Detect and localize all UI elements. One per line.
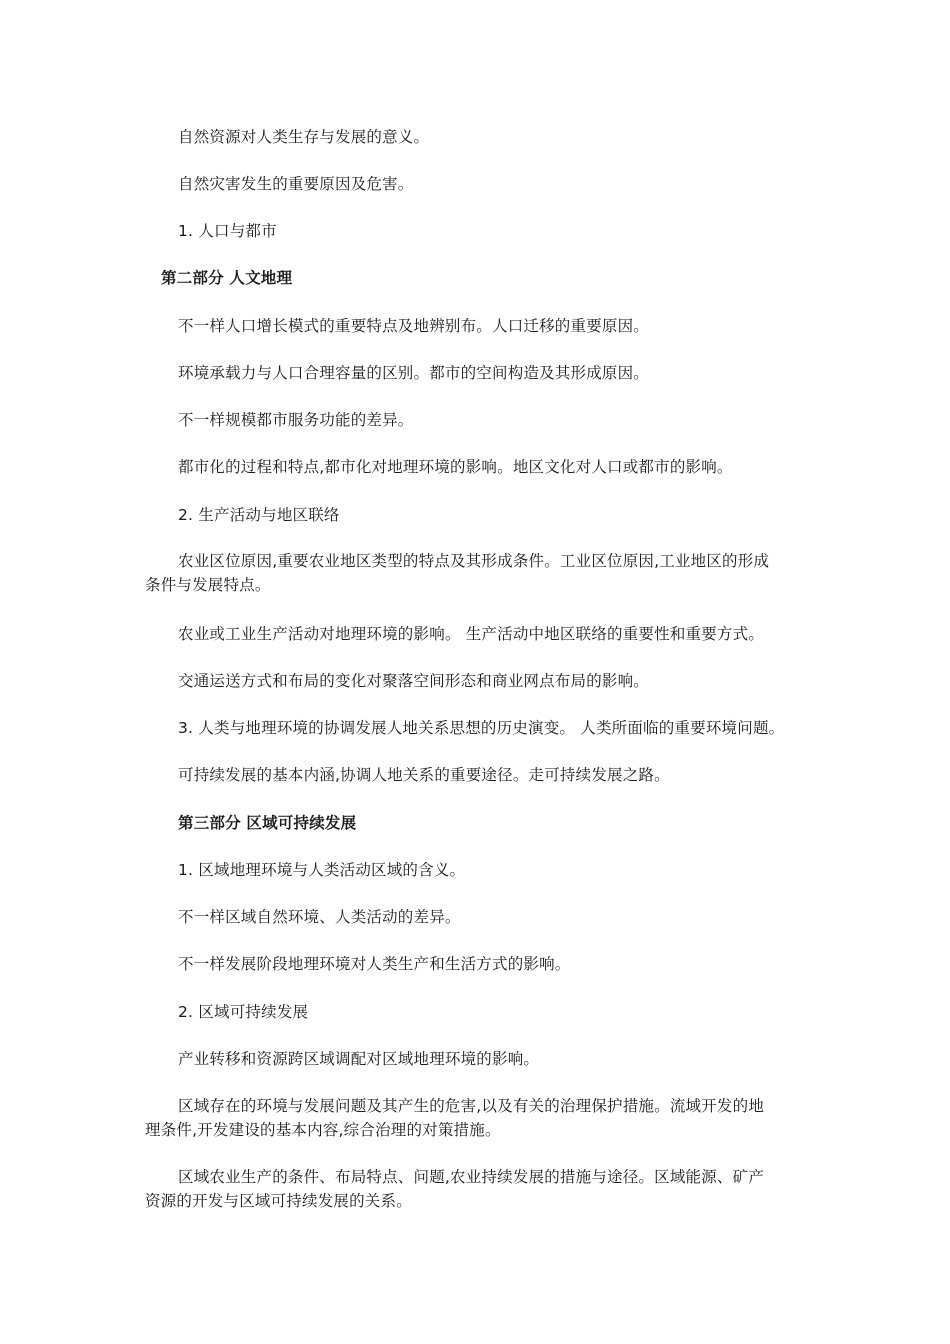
paragraph-line: 条件与发展特点。 (145, 576, 271, 594)
paragraph-regional-differences: 不一样区域自然环境、人类活动的差异。 (178, 908, 461, 926)
paragraph-sustainable-development: 可持续发展的基本内涵,协调人地关系的重要途径。走可持续发展之路。 (178, 766, 670, 784)
paragraph-population-growth: 不一样人口增长模式的重要特点及地辨别布。人口迁移的重要原因。 (178, 317, 650, 335)
paragraph-line: 理条件,开发建设的基本内容,综合治理的对策措施。 (145, 1121, 501, 1139)
paragraph-city-services: 不一样规模都市服务功能的差异。 (178, 411, 414, 429)
paragraph-line: 农业区位原因,重要农业地区类型的特点及其形成条件。工业区位原因,工业地区的形成 (178, 552, 770, 570)
paragraph-regional-problems (145, 1094, 815, 1142)
paragraph-development-stages: 不一样发展阶段地理环境对人类生产和生活方式的影响。 (178, 955, 571, 973)
paragraph-urbanization: 都市化的过程和特点,都市化对地理环境的影响。地区文化对人口或都市的影响。 (178, 458, 733, 476)
paragraph-carrying-capacity: 环境承载力与人口合理容量的区别。都市的空间构造及其形成原因。 (178, 364, 650, 382)
heading-human-environment: 3. 人类与地理环境的协调发展人地关系思想的历史演变。 人类所面临的重要环境问题。 (178, 719, 785, 737)
paragraph-natural-disasters: 自然灾害发生的重要原因及危害。 (178, 175, 414, 193)
paragraph-line: 资源的开发与区域可持续发展的关系。 (145, 1192, 412, 1210)
section-heading-part-two: 第二部分 人文地理 (161, 269, 293, 287)
heading-production-activities: 2. 生产活动与地区联络 (178, 506, 340, 524)
paragraph-industry-transfer: 产业转移和资源跨区域调配对区域地理环境的影响。 (178, 1050, 540, 1068)
heading-regional-sustainability: 2. 区域可持续发展 (178, 1003, 309, 1021)
paragraph-line: 区域存在的环境与发展问题及其产生的危害,以及有关的治理保护措施。流域开发的地 (178, 1097, 765, 1115)
paragraph-line: 区域农业生产的条件、布局特点、问题,农业持续发展的措施与途径。区域能源、矿产 (178, 1168, 765, 1186)
paragraph-regional-agriculture (145, 1165, 815, 1213)
paragraph-production-impact: 农业或工业生产活动对地理环境的影响。 生产活动中地区联络的重要性和重要方式。 (178, 625, 765, 643)
heading-population-cities: 1. 人口与都市 (178, 222, 277, 240)
paragraph-agriculture-industry-location (145, 549, 815, 597)
heading-regional-environment: 1. 区域地理环境与人类活动区域的含义。 (178, 861, 466, 879)
paragraph-transport-layout: 交通运送方式和布局的变化对聚落空间形态和商业网点布局的影响。 (178, 672, 650, 690)
section-heading-part-three: 第三部分 区域可持续发展 (178, 814, 357, 832)
paragraph-resource-significance: 自然资源对人类生存与发展的意义。 (178, 128, 430, 146)
